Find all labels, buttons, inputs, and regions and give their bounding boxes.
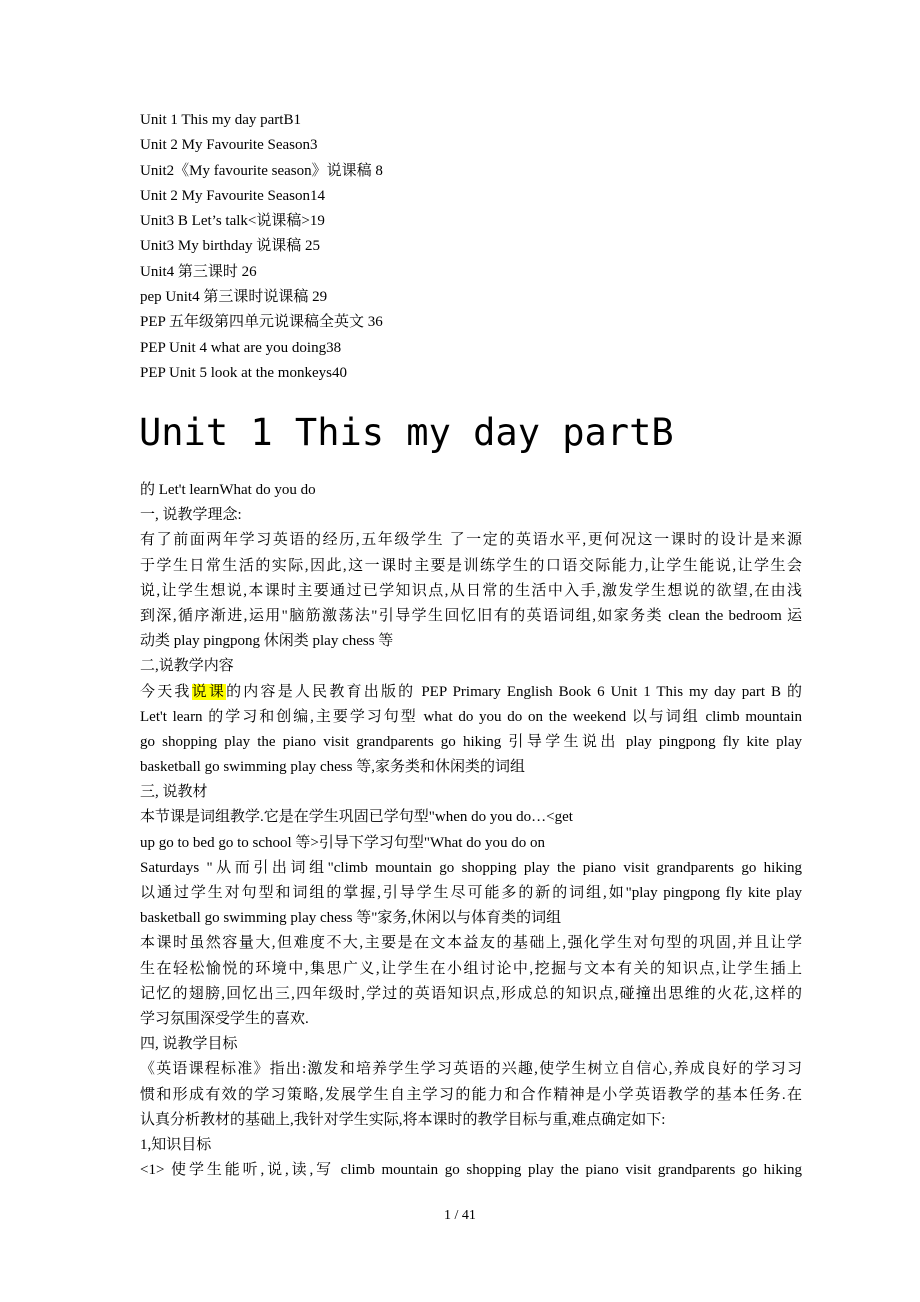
highlighted-term: 说课 xyxy=(191,683,227,700)
text-line: 的 Let't learnWhat do you do xyxy=(140,482,316,498)
table-of-contents xyxy=(140,108,840,386)
text-line: 到深,循序渐进,运用"脑筋激荡法"引导学生回忆旧有的英语词组,如家务类 clean the bedroom 运 xyxy=(140,607,802,624)
text-line: 有了前面两年学习英语的经历,五年级学生 了一定的英语水平,更何况这一课时的设计是来源 xyxy=(140,532,802,549)
text-line: 惯和形成有效的学习策略,发展学生自主学习的能力和合作精神是小学英语教学的基本任务.在 xyxy=(140,1086,802,1103)
text-line: 于学生日常生活的实际,因此,这一课时主要是训练学生的口语交际能力,让学生能说,让学生会 xyxy=(140,557,802,574)
text-line: 《英语课程标准》指出:激发和培养学生学习英语的兴趣,使学生树立自信心,养成良好的学习习 xyxy=(140,1061,802,1078)
text-line xyxy=(140,680,802,705)
text-line: 说,让学生想说,本课时主要通过已学知识点,从日常的生活中入手,激发学生想说的欲望,在由浅 xyxy=(140,582,802,599)
text-line: 二,说教学内容 xyxy=(140,658,234,675)
text-line: basketball go swimming play chess 等,家务类和休闲类的词组 xyxy=(140,759,525,776)
toc-item[interactable]: Unit4 第三课时 26 xyxy=(140,263,257,280)
text-line: <1> 使学生能听,说,读,写 climb mountain go shopping play the piano visit grandparents go hiking xyxy=(140,1162,802,1179)
text-segment: 今天我 xyxy=(140,683,192,700)
toc-item[interactable]: PEP Unit 5 look at the monkeys40 xyxy=(140,364,347,381)
text-line: 一, 说教学理念: xyxy=(140,507,242,524)
toc-item[interactable]: Unit 2 My Favourite Season14 xyxy=(140,187,325,204)
body-text xyxy=(140,478,802,1183)
toc-item[interactable]: Unit3 My birthday 说课稿 25 xyxy=(140,238,320,255)
toc-item[interactable]: Unit2《My favourite season》说课稿 8 xyxy=(140,162,383,179)
toc-item[interactable]: PEP Unit 4 what are you doing38 xyxy=(140,339,342,356)
text-line: 动类 play pingpong 休闲类 play chess 等 xyxy=(140,633,394,650)
text-line: 生在轻松愉悦的环境中,集思广义,让学生在小组讨论中,挖掘与文本有关的知识点,让学生插上 xyxy=(140,960,802,977)
text-line: up go to bed go to school 等>引导下学习句型"What do you do on xyxy=(140,834,545,851)
text-line: 本节课是词组教学.它是在学生巩固已学句型"when do you do…<get xyxy=(140,809,573,826)
text-line: 学习氛围深受学生的喜欢. xyxy=(140,1010,309,1027)
text-line: 四, 说教学目标 xyxy=(140,1036,238,1053)
toc-item[interactable]: PEP 五年级第四单元说课稿全英文 36 xyxy=(140,314,383,331)
text-line: 以通过学生对句型和词组的掌握,引导学生尽可能多的新的词组,如"play pingpong fly kite play xyxy=(140,885,802,901)
text-line: 记忆的翅膀,回忆出三,四年级时,学过的英语知识点,形成总的知识点,碰撞出思维的火花,这样的 xyxy=(140,985,802,1002)
text-line: Saturdays "从而引出词组"climb mountain go shopping play the piano visit grandparents go hiking xyxy=(140,859,802,876)
toc-item[interactable]: pep Unit4 第三课时说课稿 29 xyxy=(140,289,328,306)
toc-item[interactable]: Unit3 B Let’s talk<说课稿>19 xyxy=(140,213,325,230)
text-line: 认真分析教材的基础上,我针对学生实际,将本课时的教学目标与重,难点确定如下: xyxy=(140,1111,666,1128)
toc-item[interactable]: Unit 1 This my day partB1 xyxy=(140,112,301,128)
text-line: 1,知识目标 xyxy=(140,1136,212,1153)
text-line: Let't learn 的学习和创编,主要学习句型 what do you do on the weekend 以与词组 climb mountain xyxy=(140,708,802,725)
text-line: go shopping play the piano visit grandparents go hiking 引导学生说出 play pingpong fly kite play xyxy=(140,733,802,750)
section-heading: Unit 1 This my day partB xyxy=(139,411,674,454)
toc-item[interactable]: Unit 2 My Favourite Season3 xyxy=(140,137,318,154)
text-line: basketball go swimming play chess 等"家务,休闲以与体育类的词组 xyxy=(140,910,562,927)
text-line: 三, 说教材 xyxy=(140,784,208,801)
page-number: 1 / 41 xyxy=(444,1208,476,1223)
text-line: 本课时虽然容量大,但难度不大,主要是在文本益友的基础上,强化学生对句型的巩固,并且让学 xyxy=(140,935,802,952)
text-segment: 的内容是人民教育出版的 PEP Primary English Book 6 Unit 1 This my day part B 的 xyxy=(226,683,802,700)
